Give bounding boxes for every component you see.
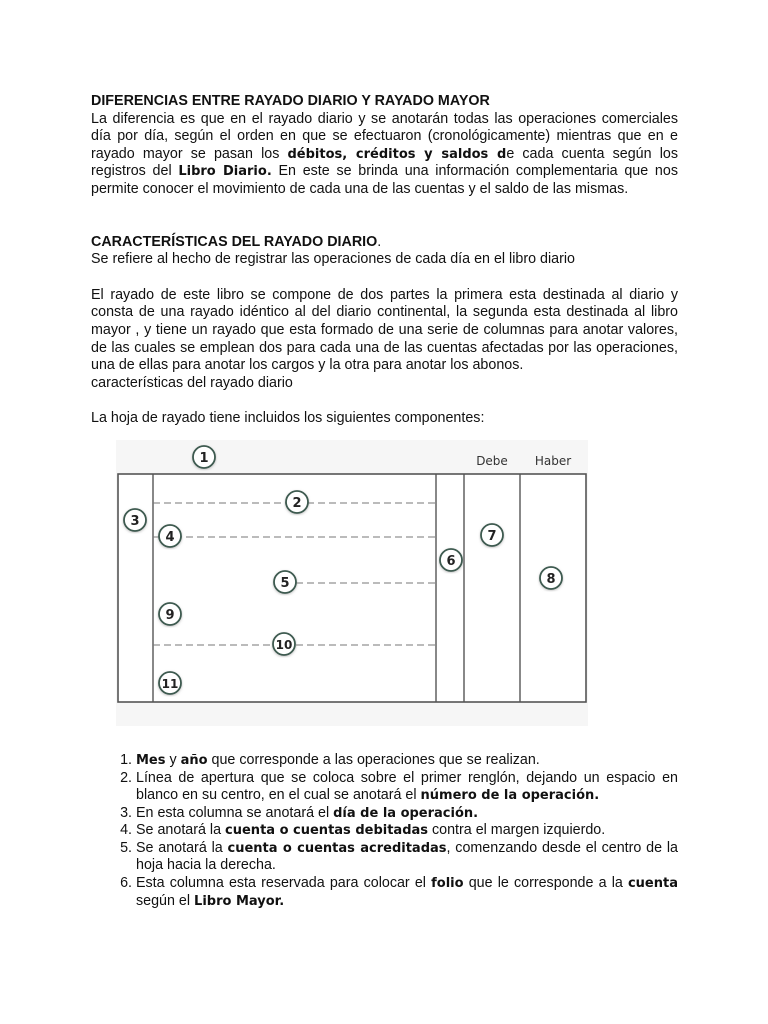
list-item <box>136 770 678 805</box>
haber-header: Haber <box>534 453 572 468</box>
text-run: En esta columna se anotará el <box>136 804 334 821</box>
bold-run: cuenta o cuentas debitadas <box>225 823 429 839</box>
ledger-sheet-figure <box>116 440 588 726</box>
marker-3-label: 3 <box>130 513 140 529</box>
characteristics-tail: características del rayado diario <box>91 374 293 391</box>
components-list <box>91 752 678 910</box>
text-run: Se anotará la <box>136 839 228 856</box>
list-item <box>136 822 678 840</box>
text-run: según el <box>136 892 195 909</box>
ledger-sheet-diagram <box>116 440 588 726</box>
marker-9-label: 9 <box>165 607 175 623</box>
bold-run: cuenta <box>627 876 678 892</box>
text-run: En este se brinda una información complementaria que nos permite conocer el movimiento de cada una de las cuentas y el saldo de las mismas. <box>91 163 678 197</box>
bold-run: Libro Diario. <box>178 164 272 180</box>
marker-8-label: 8 <box>546 571 556 587</box>
text-run: Esta columna esta reservada para colocar el <box>136 875 432 892</box>
section-title-characteristics <box>91 234 678 252</box>
text-run: , comenzando desde el centro de la hoja hacia la derecha. <box>136 839 678 874</box>
list-item <box>136 875 678 910</box>
marker-6-label: 6 <box>446 553 456 569</box>
bold-run: débitos, créditos y saldos d <box>287 146 507 162</box>
text-run: Línea de apertura que se coloca sobre el primer renglón, dejando un espacio en blanco en su centro, en el cual se anotará el <box>136 769 678 804</box>
list-item <box>136 752 678 770</box>
marker-5-label: 5 <box>280 575 290 591</box>
text-run: La diferencia es que en el rayado diario y se anotarán todas las operaciones comerciales día por día, según el orden en que se efectuaron (cronológicamente) mientras que en e rayado mayor se pasan los <box>91 110 678 162</box>
bold-run: año <box>180 752 208 768</box>
title-suffix: . <box>377 233 382 250</box>
marker-7-label: 7 <box>487 528 497 544</box>
text-run: Se anotará la <box>136 822 226 839</box>
marker-1-label: 1 <box>199 450 209 466</box>
debe-header: Debe <box>476 453 508 468</box>
bold-run: día de la operación. <box>333 805 479 821</box>
document-page <box>91 93 678 910</box>
text-run: que le corresponde a la <box>463 875 628 892</box>
list-item <box>136 840 678 875</box>
bold-run: cuenta o cuentas acreditadas <box>227 840 447 856</box>
marker-2-label: 2 <box>292 495 302 511</box>
section-title-differences: DIFERENCIAS ENTRE RAYADO DIARIO Y RAYADO MAYOR <box>91 93 490 109</box>
characteristics-intro: Se refiere al hecho de registrar las operaciones de cada día en el libro diario <box>91 251 575 268</box>
bold-run: folio <box>431 876 464 892</box>
text-run: y <box>165 751 181 768</box>
marker-4-label: 4 <box>165 529 175 545</box>
components-intro: La hoja de rayado tiene incluidos los siguientes componentes: <box>91 410 485 427</box>
sheet-frame <box>118 474 586 702</box>
bold-run: Libro Mayor. <box>194 893 285 909</box>
bold-run: Mes <box>136 752 166 768</box>
text-run: e cada cuenta según los registros del <box>91 145 679 180</box>
list-item <box>136 805 678 823</box>
title-text: CARACTERÍSTICAS DEL RAYADO DIARIO <box>91 233 378 250</box>
marker-10-label: 10 <box>275 637 293 652</box>
text-run: que corresponde a las operaciones que se realizan. <box>207 751 540 768</box>
marker-11-label: 11 <box>161 676 179 691</box>
differences-paragraph <box>91 111 678 199</box>
bold-run: número de la operación. <box>420 788 600 804</box>
characteristics-paragraph: El rayado de este libro se compone de dos partes la primera esta destinada al diario y consta de una rayado idéntico al del diario continental, la segunda esta destinada al libro mayor , y tiene un rayado que esta formado de una serie de columnas para anotar valores, de las cuales se emplean dos para cada una de las cuentas afectadas por las operaciones, una de ellas para anotar los cargos y la otra para anotar los abonos. <box>91 286 678 374</box>
text-run: contra el margen izquierdo. <box>428 822 606 839</box>
